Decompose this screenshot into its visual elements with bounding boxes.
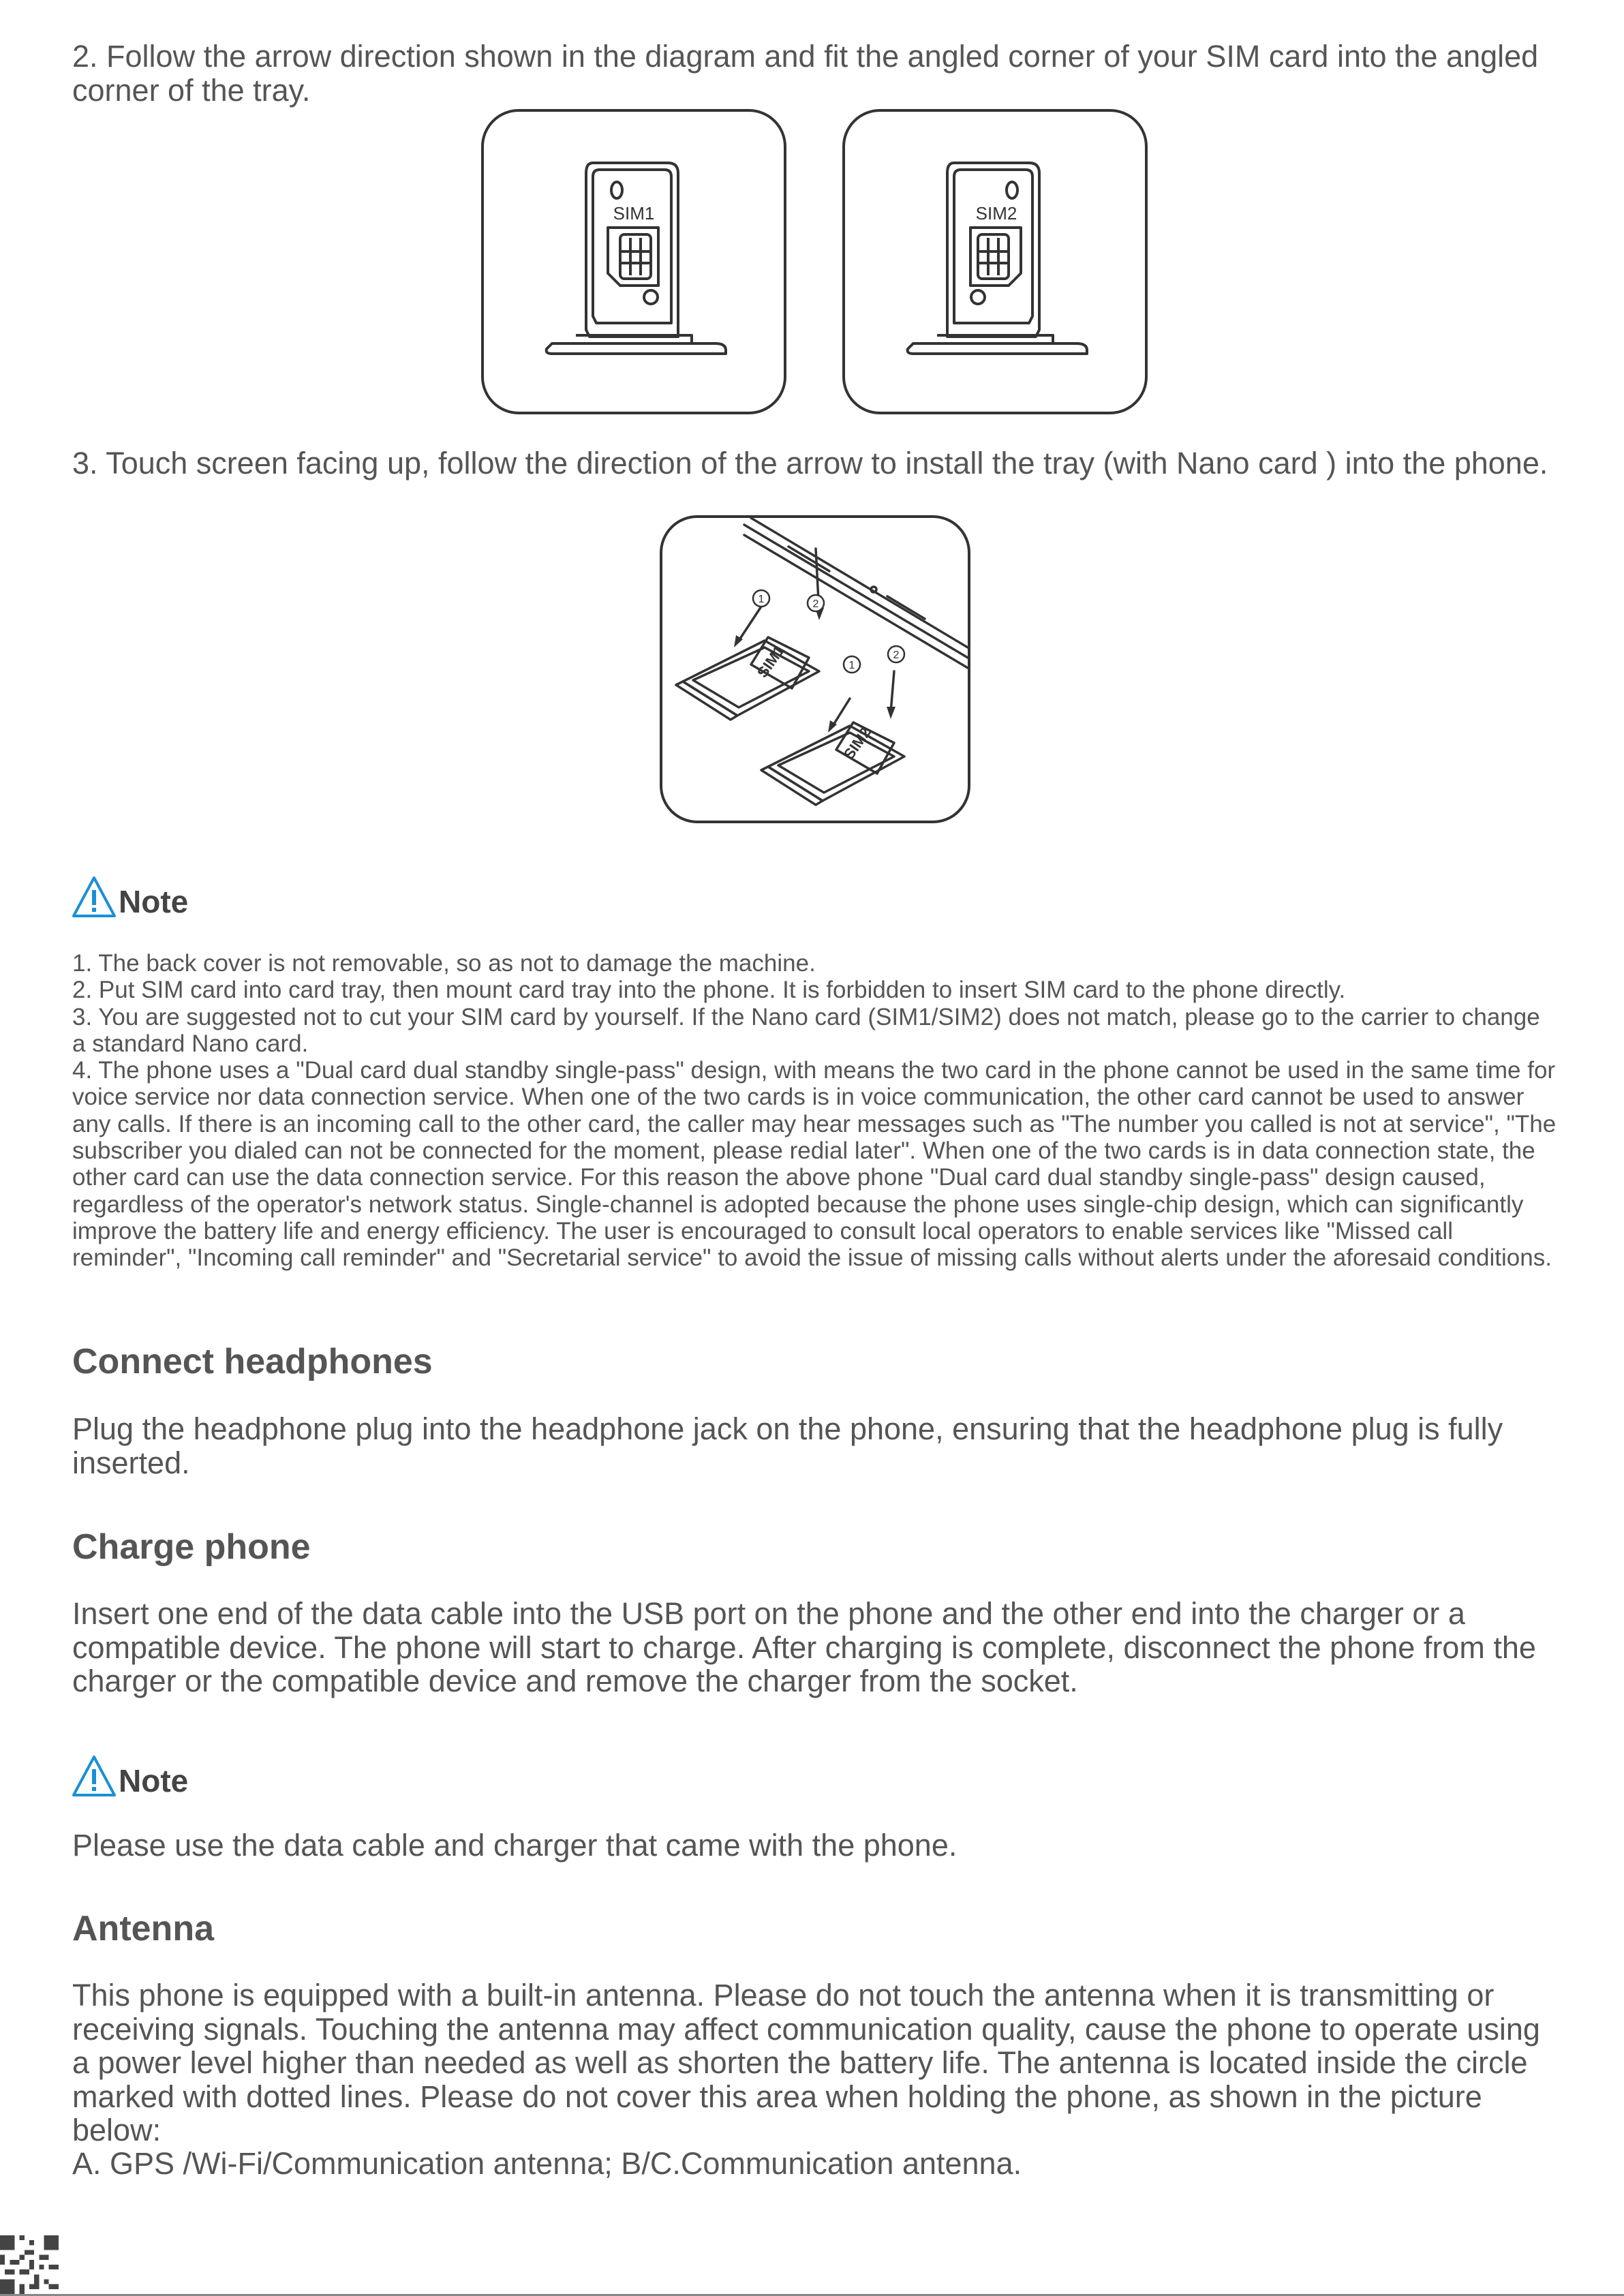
tray-installation-figure	[660, 515, 970, 823]
note-1-title: Note	[119, 884, 189, 919]
install-sim1-label: SIM1	[753, 642, 788, 681]
sim2-tray-label: SIM2	[975, 203, 1017, 224]
install-sim2-label: SIM2	[840, 724, 874, 763]
install-marker-2a: 2	[812, 598, 819, 610]
note-1-heading	[71, 864, 188, 919]
note-2-title: Note	[119, 1763, 189, 1798]
antenna-body: This phone is equipped with a built-in antenna. Please do not touch the antenna when it is transmitting or receiving signals. Touching the antenna may affect communication quality, cause the phone to operate using a power level higher than needed as well as shorten the battery life. The antenna is located inside the circle marked with dotted lines. Please do not cover this area when holding the phone, as shown in the picture below:	[72, 1978, 1540, 2147]
note-2-heading	[71, 1743, 188, 1798]
note-1-list	[72, 950, 1558, 1272]
headphones-heading: Connect headphones	[72, 1342, 433, 1381]
note-1-item: 1. The back cover is not removable, so as not to damage the machine.	[72, 950, 816, 977]
sim2-tray-figure	[842, 109, 1148, 414]
install-marker-2b: 2	[893, 649, 900, 661]
tray-installation-illustration	[662, 518, 968, 821]
antenna-caption: A. GPS /Wi-Fi/Communication antenna; B/C.Communication antenna.	[72, 2146, 1022, 2181]
headphones-body: Plug the headphone plug into the headphone jack on the phone, ensuring that the headphone plug is fully inserted.	[72, 1411, 1503, 1480]
sim2-tray-illustration	[845, 112, 1145, 412]
qr-code-icon	[0, 2235, 59, 2294]
warning-triangle-icon	[71, 1754, 117, 1798]
step-3-text: 3. Touch screen facing up, follow the direction of the arrow to install the tray (with Nano card ) into the phone.	[72, 446, 1548, 480]
note-2-body: Please use the data cable and charger that came with the phone.	[72, 1828, 957, 1863]
charge-heading: Charge phone	[72, 1527, 311, 1567]
antenna-heading: Antenna	[72, 1909, 214, 1948]
install-marker-1b: 1	[848, 660, 855, 671]
sim1-tray-figure	[481, 109, 786, 414]
sim1-tray-label: SIM1	[613, 203, 655, 224]
sim1-tray-illustration	[484, 112, 784, 412]
warning-triangle-icon	[71, 875, 117, 919]
install-marker-1a: 1	[758, 594, 765, 605]
note-1-item: 4. The phone uses a "Dual card dual standby single-pass" design, with means the two card in the phone cannot be used in the same time for voice service nor data connection service. When one of the two cards is in voice communication, the other card cannot be used to answer any calls. If there is an incoming call to the other card, the caller may hear messages such as "The number you called is not at service", "The subscriber you dialed can not be connected for the moment, please redial later". When one of the two cards is in data connection state, the other card can use the data connection service. For this reason the above phone "Dual card dual standby single-pass" design caused, regardless of the operator's network status. Single-channel is adopted because the phone uses single-chip design, which can significantly improve the battery life and energy efficiency. The user is encouraged to consult local operators to enable services like "Missed call reminder", "Incoming call reminder" and "Secretarial service" to avoid the issue of missing calls without alerts under the aforesaid conditions.	[72, 1057, 1557, 1272]
note-1-item: 2. Put SIM card into card tray, then mount card tray into the phone. It is forbidden to insert SIM card to the phone directly.	[72, 977, 1346, 1004]
charge-body: Insert one end of the data cable into the USB port on the phone and the other end into the charger or a compatible device. The phone will start to charge. After charging is complete, disconnect the phone from the charger or the compatible device and remove the charger from the socket.	[72, 1596, 1536, 1698]
note-1-item: 3. You are suggested not to cut your SIM card by yourself. If the Nano card (SIM1/SIM2) does not match, please go to the carrier to change a standard Nano card.	[72, 1003, 1540, 1057]
step-2-text: 2. Follow the arrow direction shown in the diagram and fit the angled corner of your SIM card into the angled corner of the tray.	[72, 39, 1539, 108]
